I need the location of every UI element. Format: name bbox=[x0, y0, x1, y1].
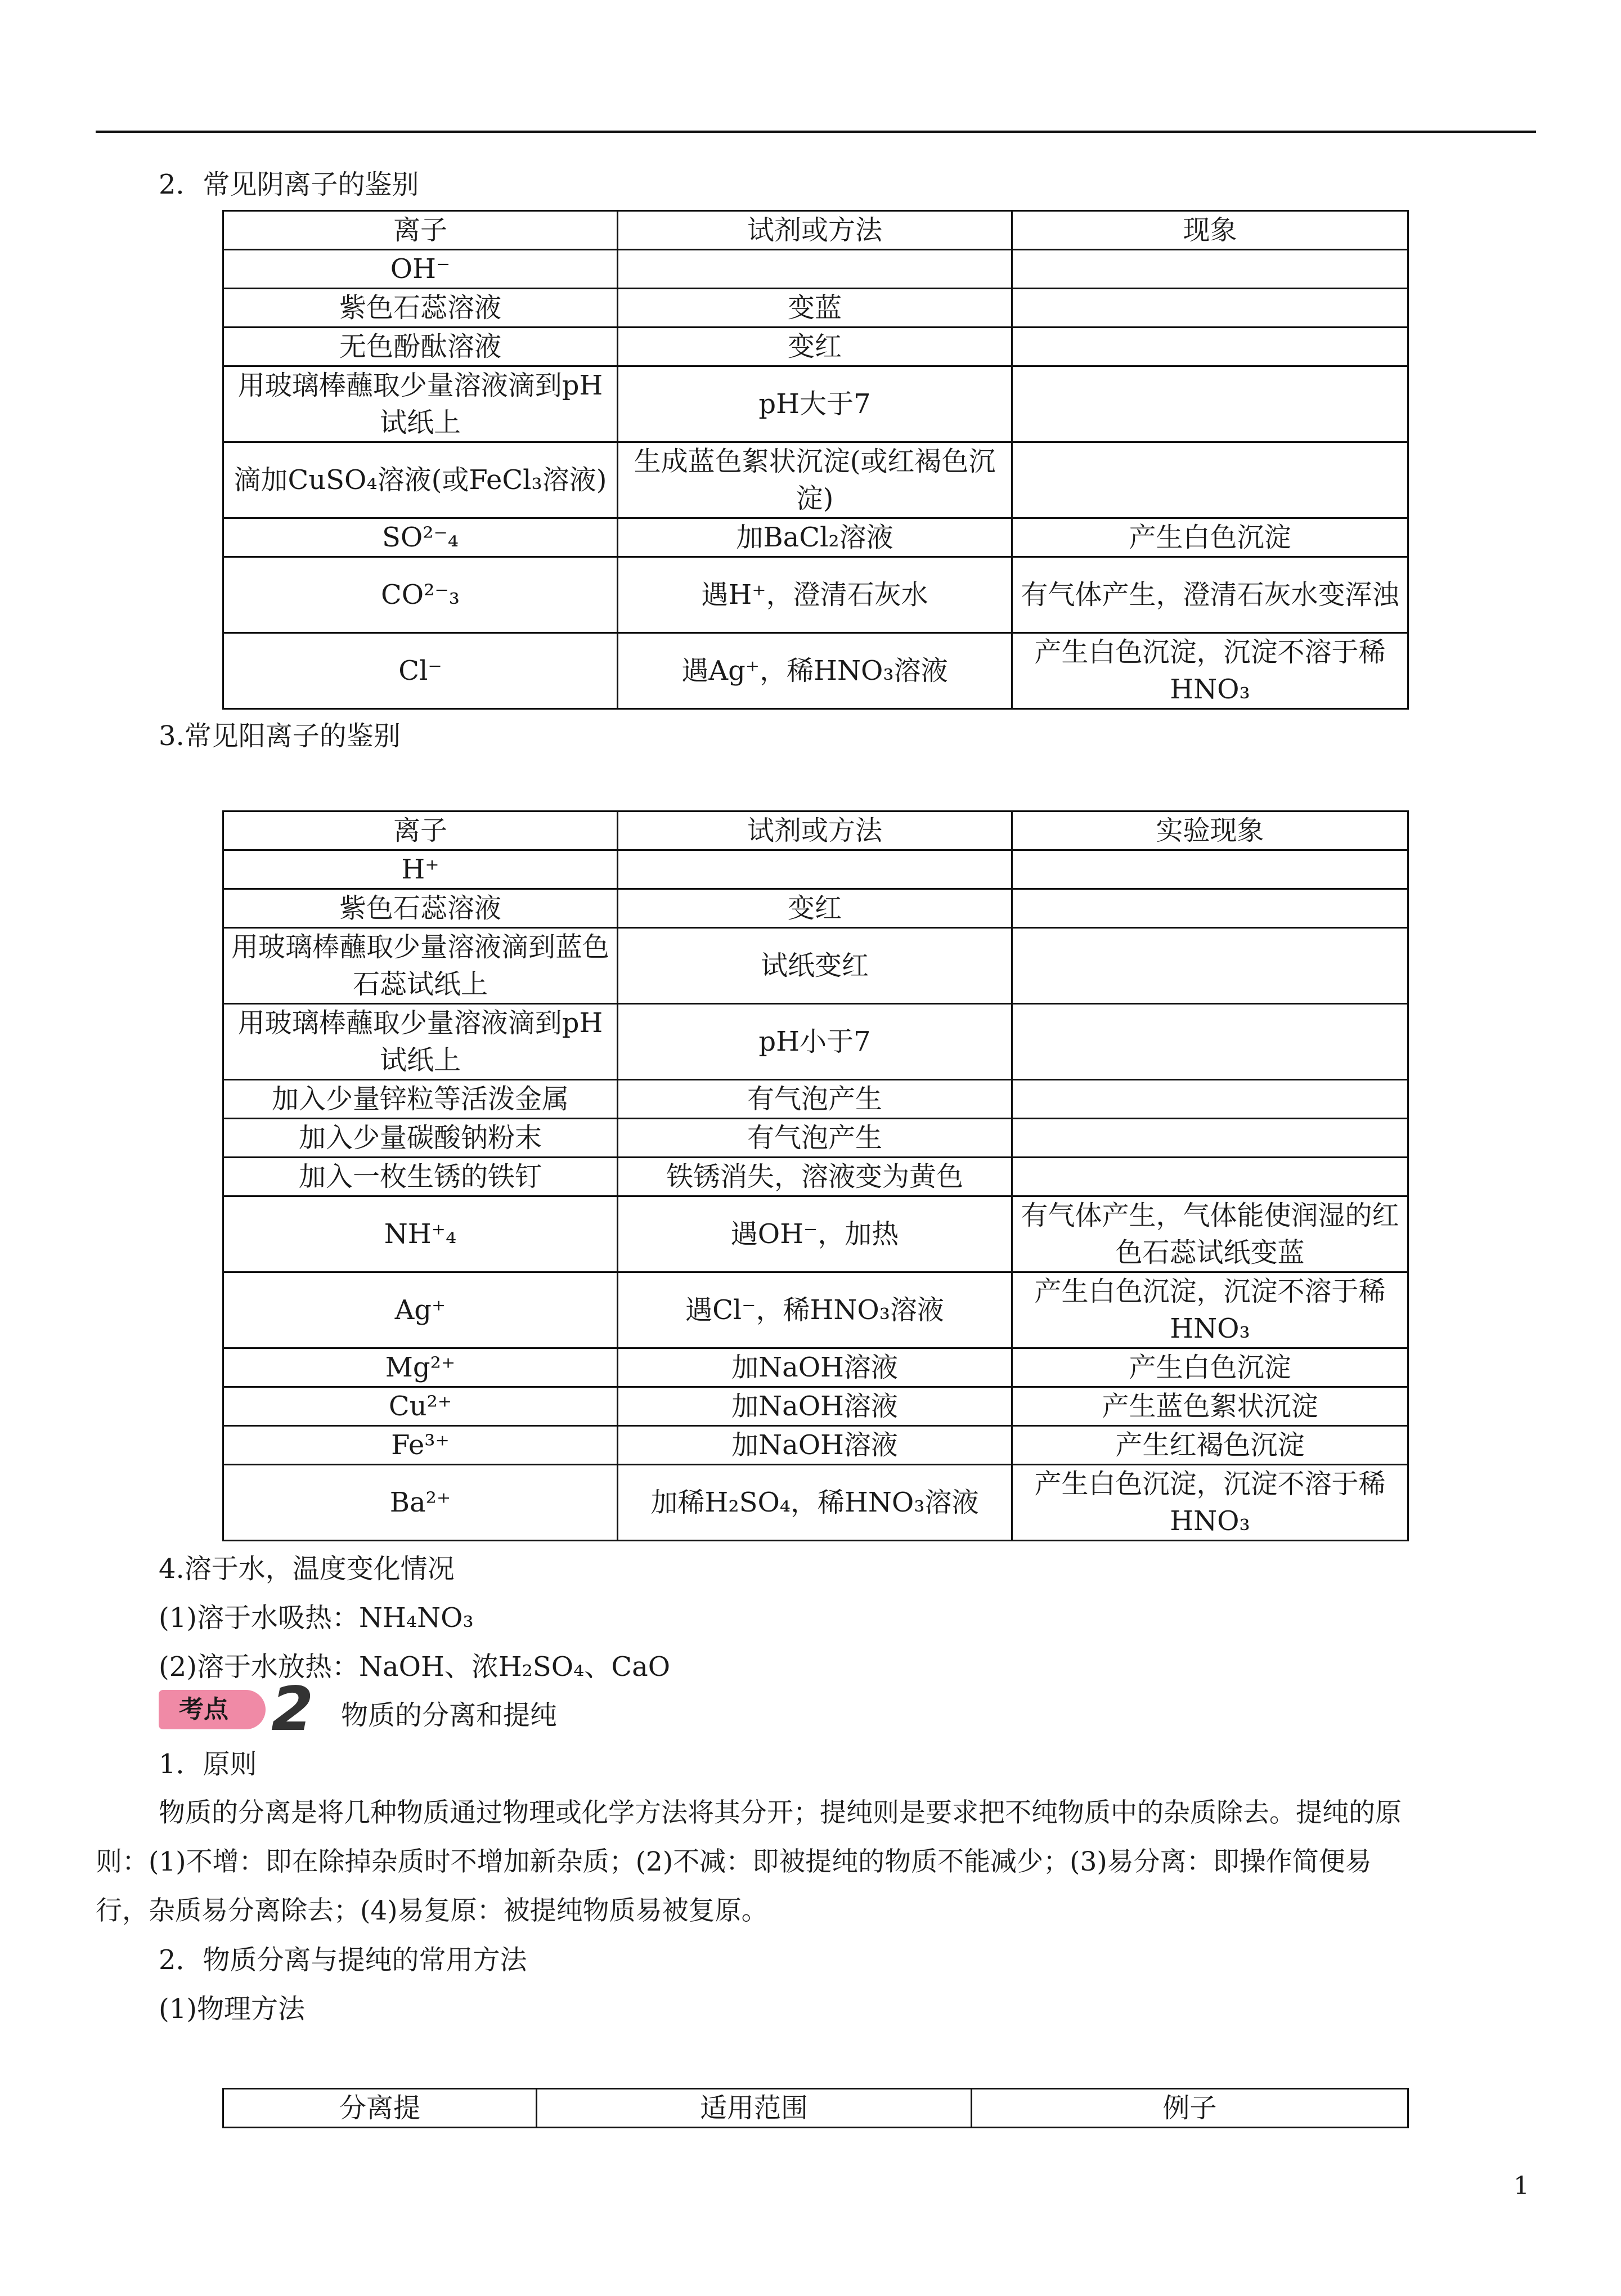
table-cell bbox=[1012, 328, 1408, 366]
table-cell: Cl⁻ bbox=[223, 633, 618, 709]
table-cell: 加BaCl₂溶液 bbox=[618, 518, 1012, 557]
table-row bbox=[223, 1348, 1408, 1387]
table-cell: Cu²⁺ bbox=[223, 1387, 618, 1426]
methods-heading: 2．物质分离与提纯的常用方法 bbox=[159, 1944, 527, 1976]
table-row bbox=[223, 1119, 1408, 1158]
table-cell: 试纸变红 bbox=[618, 928, 1012, 1004]
table-cell: 有气泡产生 bbox=[618, 1119, 1012, 1158]
table-row bbox=[223, 1196, 1408, 1272]
table-cell: 生成蓝色絮状沉淀(或红褐色沉淀) bbox=[618, 442, 1012, 518]
table-cell: 用玻璃棒蘸取少量溶液滴到pH试纸上 bbox=[223, 366, 618, 442]
table-cell bbox=[1012, 442, 1408, 518]
table-cell: 有气体产生，澄清石灰水变浑浊 bbox=[1012, 557, 1408, 633]
table-cell bbox=[1012, 928, 1408, 1004]
table-cell bbox=[1012, 1158, 1408, 1196]
table-cell: Mg²⁺ bbox=[223, 1348, 618, 1387]
table-row bbox=[223, 250, 1408, 289]
table-cell: Fe³⁺ bbox=[223, 1426, 618, 1465]
table-cell: 有气体产生，气体能使润湿的红色石蕊试纸变蓝 bbox=[1012, 1196, 1408, 1272]
table-cell: 有气泡产生 bbox=[618, 1080, 1012, 1119]
table-cell: 加NaOH溶液 bbox=[618, 1348, 1012, 1387]
table-row bbox=[223, 442, 1408, 518]
table-cell: SO²⁻₄ bbox=[223, 518, 618, 557]
table-cell: Ag⁺ bbox=[223, 1272, 618, 1348]
table-cell: 产生红褐色沉淀 bbox=[1012, 1426, 1408, 1465]
table-cell bbox=[1012, 889, 1408, 928]
table-cell: 用玻璃棒蘸取少量溶液滴到蓝色石蕊试纸上 bbox=[223, 928, 618, 1004]
table-cell: Ba²⁺ bbox=[223, 1465, 618, 1541]
header-rule bbox=[96, 131, 1536, 133]
table-row bbox=[223, 328, 1408, 366]
table-cell: 加稀H₂SO₄，稀HNO₃溶液 bbox=[618, 1465, 1012, 1541]
table-cell: NH⁺₄ bbox=[223, 1196, 618, 1272]
table-cell: 紫色石蕊溶液 bbox=[223, 289, 618, 328]
methods-table bbox=[222, 2088, 1409, 2128]
page-number: 1 bbox=[1514, 2172, 1529, 2200]
table-cell: 遇Ag⁺，稀HNO₃溶液 bbox=[618, 633, 1012, 709]
table-header-cell: 试剂或方法 bbox=[618, 211, 1012, 250]
table-row bbox=[223, 1426, 1408, 1465]
table-header-row bbox=[223, 2089, 1408, 2128]
table-row bbox=[223, 366, 1408, 442]
table-cell: 滴加CuSO₄溶液(或FeCl₃溶液) bbox=[223, 442, 618, 518]
table-cell: H⁺ bbox=[223, 850, 618, 889]
kaodian-badge: 考点 bbox=[159, 1690, 266, 1729]
anion-heading: 2．常见阴离子的鉴别 bbox=[159, 169, 419, 200]
table-cell: OH⁻ bbox=[223, 250, 618, 289]
table-cell: 遇H⁺，澄清石灰水 bbox=[618, 557, 1012, 633]
table-row bbox=[223, 1465, 1408, 1541]
table-cell bbox=[1012, 366, 1408, 442]
table-cell: 用玻璃棒蘸取少量溶液滴到pH试纸上 bbox=[223, 1004, 618, 1080]
table-cell bbox=[1012, 1080, 1408, 1119]
table-row bbox=[223, 1004, 1408, 1080]
table-cell bbox=[1012, 1004, 1408, 1080]
table-header-cell: 离子 bbox=[223, 811, 618, 850]
table-row bbox=[223, 633, 1408, 709]
table-cell bbox=[618, 850, 1012, 889]
table-cell: 加NaOH溶液 bbox=[618, 1426, 1012, 1465]
table-cell: 遇Cl⁻，稀HNO₃溶液 bbox=[618, 1272, 1012, 1348]
table-row bbox=[223, 289, 1408, 328]
table-cell: 产生白色沉淀 bbox=[1012, 518, 1408, 557]
table-cell: 变红 bbox=[618, 328, 1012, 366]
table-header-cell: 离子 bbox=[223, 211, 618, 250]
table-cell: 变蓝 bbox=[618, 289, 1012, 328]
table-cell: 无色酚酞溶液 bbox=[223, 328, 618, 366]
table-cell: 产生白色沉淀 bbox=[1012, 1348, 1408, 1387]
table-cell: CO²⁻₃ bbox=[223, 557, 618, 633]
dissolution-exothermic: (2)溶于水放热：NaOH、浓H₂SO₄、CaO bbox=[159, 1651, 671, 1683]
table-row bbox=[223, 1387, 1408, 1426]
table-cell: pH大于7 bbox=[618, 366, 1012, 442]
table-cell: pH小于7 bbox=[618, 1004, 1012, 1080]
principle-line-2: 则：(1)不增：即在除掉杂质时不增加新杂质；(2)不减：即被提纯的物质不能减少；(3)易分离：即操作简便易 bbox=[96, 1846, 1372, 1877]
table-row bbox=[223, 518, 1408, 557]
table-row bbox=[223, 1272, 1408, 1348]
table-header-row bbox=[223, 211, 1408, 250]
table-row bbox=[223, 928, 1408, 1004]
cation-table bbox=[222, 810, 1409, 1541]
table-cell: 加入少量碳酸钠粉末 bbox=[223, 1119, 618, 1158]
table-cell: 产生白色沉淀，沉淀不溶于稀HNO₃ bbox=[1012, 633, 1408, 709]
table-header-cell: 现象 bbox=[1012, 211, 1408, 250]
kaodian-title: 物质的分离和提纯 bbox=[341, 1699, 558, 1731]
table-cell bbox=[1012, 250, 1408, 289]
table-cell: 产生白色沉淀，沉淀不溶于稀HNO₃ bbox=[1012, 1272, 1408, 1348]
principle-line-3: 行，杂质易分离除去；(4)易复原：被提纯物质易被复原。 bbox=[96, 1895, 768, 1926]
table-header-cell: 适用范围 bbox=[537, 2089, 972, 2128]
table-row bbox=[223, 889, 1408, 928]
table-row bbox=[223, 850, 1408, 889]
table-row bbox=[223, 1080, 1408, 1119]
principle-line-1: 物质的分离是将几种物质通过物理或化学方法将其分开；提纯则是要求把不纯物质中的杂质除去。提纯的原 bbox=[159, 1797, 1402, 1828]
cation-heading: 3.常见阳离子的鉴别 bbox=[159, 720, 401, 752]
table-cell: 遇OH⁻，加热 bbox=[618, 1196, 1012, 1272]
table-header-cell: 分离提 bbox=[223, 2089, 537, 2128]
kaodian-number: 2 bbox=[271, 1674, 314, 1745]
table-cell: 产生蓝色絮状沉淀 bbox=[1012, 1387, 1408, 1426]
table-header-row bbox=[223, 811, 1408, 850]
table-cell: 加入少量锌粒等活泼金属 bbox=[223, 1080, 618, 1119]
table-row bbox=[223, 1158, 1408, 1196]
table-row bbox=[223, 557, 1408, 633]
table-cell bbox=[618, 250, 1012, 289]
principle-heading: 1．原则 bbox=[159, 1748, 257, 1780]
table-cell: 加NaOH溶液 bbox=[618, 1387, 1012, 1426]
table-cell bbox=[1012, 1119, 1408, 1158]
table-cell: 紫色石蕊溶液 bbox=[223, 889, 618, 928]
table-cell bbox=[1012, 289, 1408, 328]
table-header-cell: 试剂或方法 bbox=[618, 811, 1012, 850]
table-cell: 加入一枚生锈的铁钉 bbox=[223, 1158, 618, 1196]
table-cell: 产生白色沉淀，沉淀不溶于稀HNO₃ bbox=[1012, 1465, 1408, 1541]
anion-table bbox=[222, 210, 1409, 710]
table-header-cell: 例子 bbox=[972, 2089, 1408, 2128]
table-cell: 变红 bbox=[618, 889, 1012, 928]
table-cell: 铁锈消失，溶液变为黄色 bbox=[618, 1158, 1012, 1196]
dissolution-heading: 4.溶于水，温度变化情况 bbox=[159, 1553, 455, 1585]
table-header-cell: 实验现象 bbox=[1012, 811, 1408, 850]
methods-subheading: (1)物理方法 bbox=[159, 1993, 305, 2025]
table-cell bbox=[1012, 850, 1408, 889]
dissolution-endothermic: (1)溶于水吸热：NH₄NO₃ bbox=[159, 1602, 474, 1634]
